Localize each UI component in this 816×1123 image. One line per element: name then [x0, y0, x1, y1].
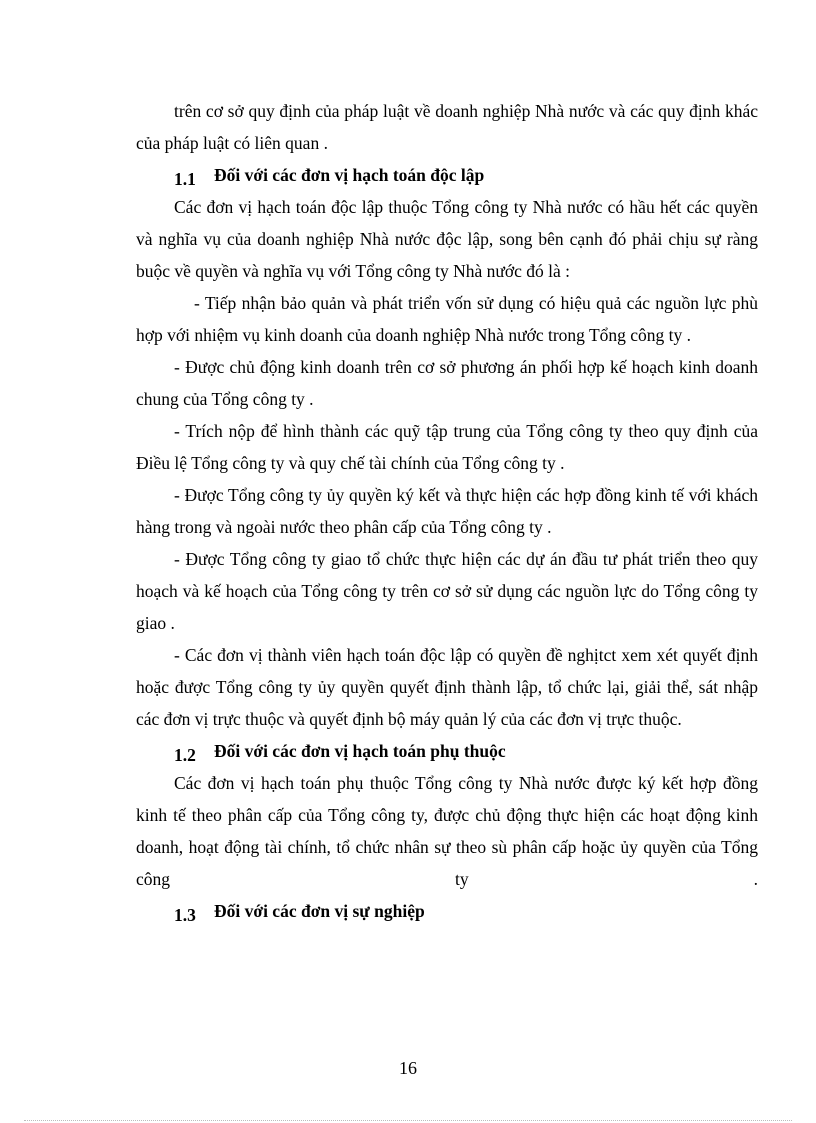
list-item-projects: - Được Tổng công ty giao tổ chức thực hiện các dự án đầu tư phát triển theo quy hoạch và kế hoạch của Tổng công ty trên cơ sở sử dụng các nguồn lực do Tổng công ty giao . [136, 549, 758, 633]
list-item-capital: - Tiếp nhận bảo quản và phát triển vốn sử dụng có hiệu quả các nguồn lực phù hợp với nhiệm vụ kinh doanh của doanh nghiệp Nhà nước trong Tổng công ty . [136, 293, 758, 345]
section-heading-1-2 [136, 735, 758, 767]
list-item-funds: - Trích nộp để hình thành các quỹ tập trung của Tổng công ty theo quy định của Điều lệ Tổng công ty và quy chế tài chính của Tổng công ty . [136, 421, 758, 473]
page-bottom-rule [24, 1120, 792, 1121]
document-body [136, 95, 758, 927]
section-title: Đối với các đơn vị hạch toán độc lập [214, 165, 485, 185]
section-heading-1-3 [136, 895, 758, 927]
paragraph-intro-independent: Các đơn vị hạch toán độc lập thuộc Tổng công ty Nhà nước có hầu hết các quyền và nghĩa vụ của doanh nghiệp Nhà nước độc lập, song bên cạnh đó phải chịu sự ràng buộc về quyền và nghĩa vụ với Tổng công ty Nhà nước đó là : [136, 197, 758, 281]
section-heading-1-1 [136, 159, 758, 191]
paragraph-continuation: trên cơ sở quy định của pháp luật về doanh nghiệp Nhà nước và các quy định khác của pháp luật có liên quan . [136, 101, 758, 153]
section-number: 1.3 [174, 905, 196, 925]
section-number: 1.1 [174, 169, 196, 189]
list-item-contracts: - Được Tổng công ty ủy quyền ký kết và thực hiện các hợp đồng kinh tế với khách hàng trong và ngoài nước theo phân cấp của Tổng công ty . [136, 485, 758, 537]
section-title: Đối với các đơn vị hạch toán phụ thuộc [214, 741, 506, 761]
page-number: 16 [399, 1058, 417, 1078]
list-item-business: - Được chủ động kinh doanh trên cơ sở phương án phối hợp kế hoạch kinh doanh chung của Tổng công ty . [136, 357, 758, 409]
list-item-organization: - Các đơn vị thành viên hạch toán độc lập có quyền đề nghịtct xem xét quyết định hoặc được Tổng công ty ủy quyền quyết định thành lập, tổ chức lại, giải thể, sát nhập các đơn vị trực thuộc và quyết định bộ máy quản lý của các đơn vị trực thuộc. [136, 645, 758, 729]
section-number: 1.2 [174, 745, 196, 765]
section-title: Đối với các đơn vị sự nghiệp [214, 901, 425, 921]
paragraph-dependent-units: Các đơn vị hạch toán phụ thuộc Tổng công ty Nhà nước được ký kết hợp đồng kinh tế theo phân cấp của Tổng công ty, được chủ động thực hiện các hoạt động kinh doanh, hoạt động tài chính, tổ chức nhân sự theo sù phân cấp hoặc ủy quyền của Tổng công ty . [136, 773, 758, 889]
